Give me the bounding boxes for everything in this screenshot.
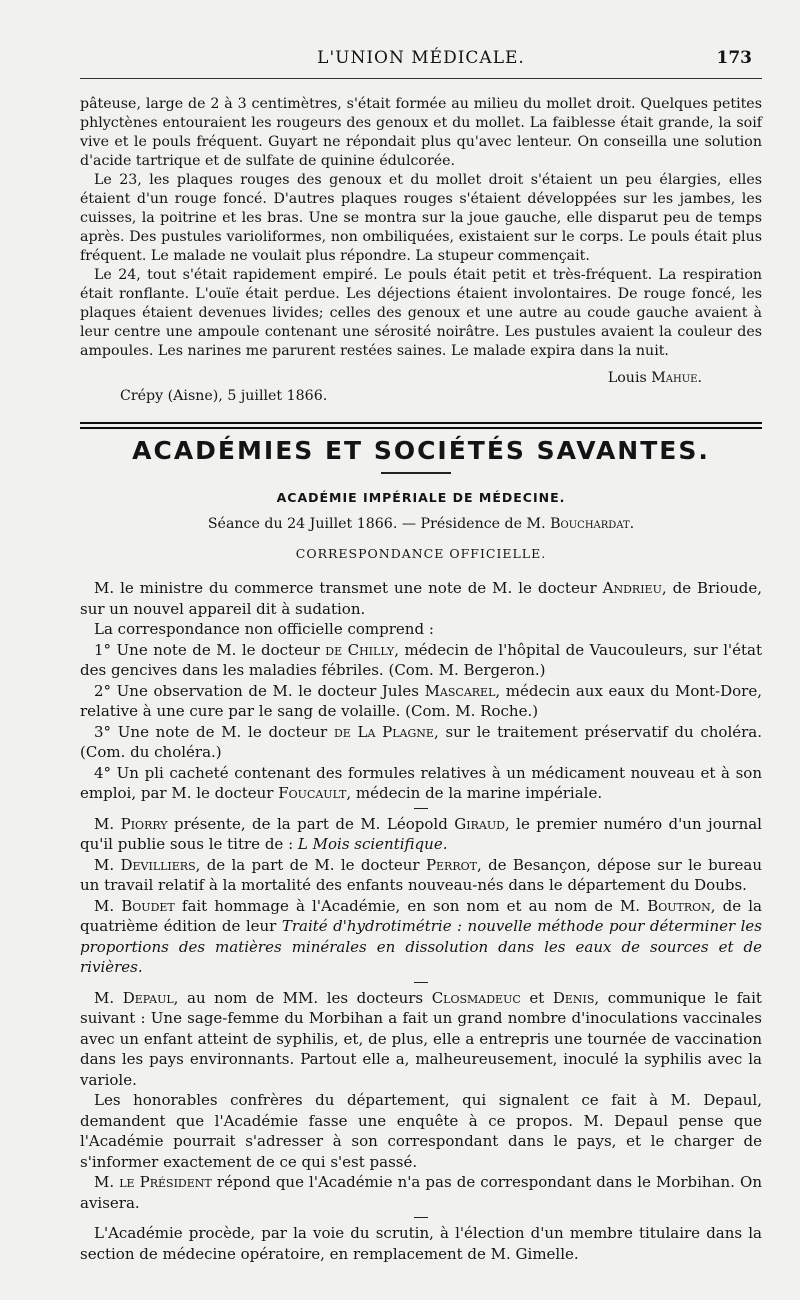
paragraph: Le 24, tout s'était rapidement empiré. Le pouls était petit et très-fréquent. La respiration était ronflante. L'ouïe était perdue. Les déjections étaient involontaires. De rouge foncé, les plaques étaient devenues livides; celles des genoux et une autre au coude gauche avaient à leur centre une ampoule contenant une sérosité noirâtre. Les pustules avaient la couleur des ampoules. Les narines me parurent restées saines. Le malade expira dans la nuit.	[80, 267, 762, 359]
text-run: M. le ministre du commerce transmet une note de M. le docteur	[94, 579, 597, 597]
title-rule	[381, 472, 451, 474]
text-run: , de la quatrième édition de leur	[80, 896, 762, 935]
list-item	[80, 681, 762, 722]
separator-dash	[414, 982, 428, 983]
section-divider	[80, 422, 762, 424]
session-line	[80, 516, 762, 532]
paragraph: La correspondance non officielle comprend :	[94, 620, 434, 638]
author-last-name: Mahue.	[651, 370, 702, 386]
person-name: le Président	[119, 1173, 212, 1191]
paragraph: Les honorables confrères du département, qui signalent ce fait à M. Depaul, demandent que l'Académie fasse une enquête à ce propos. M. Depaul pense que l'Académie pourrait s'adresser à son correspondant dans le pays, et le charger de s'informer exactement de ce qui s'est passé.	[80, 1091, 762, 1171]
paragraph: Le 23, les plaques rouges des genoux et du mollet droit s'étaient un peu élargies, elles étaient d'un rouge foncé. D'autres plaques rouges s'étaient développées sur les jambes, les cuisses, la poitrine et les bras. Une se montra sur la joue gauche, elle disparut peu de temps après. Des pustules varioliformes, non ombiliquées, existaient sur le corps. Le pouls était plus fréquent. Le malade ne voulait plus répondre. La stupeur commençait.	[80, 172, 762, 264]
author-first-name: Louis	[607, 370, 647, 386]
person-name: Depaul	[122, 988, 174, 1007]
section-divider	[80, 427, 762, 429]
person-name: Piorry	[120, 814, 168, 833]
paragraph: L'Académie procède, par la voie du scrutin, à l'élection d'un membre titulaire dans la section de médecine opératoire, en remplacement de M. Gimelle.	[80, 1224, 762, 1263]
book-title: Traité d'hydrotimétrie : nouvelle méthode pour déterminer les proportions des matières minérales en dissolution dans les eaux de sources et de rivières.	[80, 917, 762, 976]
header-rule	[80, 78, 762, 79]
text-run: , le premier numéro d'un journal qu'il publie sous le titre de :	[80, 814, 762, 853]
page-number: 173	[716, 48, 752, 68]
running-head	[80, 48, 762, 72]
list-item	[80, 763, 762, 804]
text-run: , médecin aux eaux du Mont-Dore, relative à une cure par le sang de volaille. (Com. M. Roche.)	[80, 681, 762, 720]
list-item	[80, 640, 762, 681]
text-run: 2° Une observation de M. le docteur Jules	[94, 681, 419, 700]
person-name: Boutron	[647, 896, 711, 915]
text-run: , médecin de la marine impériale.	[346, 784, 603, 802]
person-name: Boudet	[121, 896, 175, 915]
text-run: fait hommage à l'Académie, en son nom et au nom de M.	[181, 896, 641, 915]
person-name: Mascarel	[424, 681, 496, 700]
paragraph: pâteuse, large de 2 à 3 centimètres, s'était formée au milieu du mollet droit. Quelques petites phlyctènes entouraient les rougeurs des genoux et du mollet. La faiblesse était grande, la soif vive et le pouls fréquent. Guyart ne répondait plus qu'avec lenteur. On conseilla une solution d'acide tartrique et de sulfate de quinine édulcorée.	[80, 96, 762, 169]
text-run: M.	[94, 1173, 115, 1191]
journal-title: L Mois scientifique.	[297, 835, 448, 853]
section-title: ACADÉMIES ET SOCIÉTÉS SAVANTES.	[132, 436, 710, 465]
text-run: 4° Un pli cacheté contenant des formules relatives à un médicament nouveau et à son emploi, par M. le docteur	[80, 763, 762, 802]
session-text: Séance du 24 Juillet 1866. — Présidence de M.	[207, 516, 546, 532]
text-run: 3° Une note de M. le docteur	[94, 722, 328, 741]
text-run: 1° Une note de M. le docteur	[94, 640, 320, 659]
text-run: , de Brioude, sur un nouvel appareil dit à sudation.	[80, 579, 762, 618]
text-run: M.	[94, 896, 115, 915]
separator-dash	[414, 808, 428, 809]
text-run: , médecin de l'hôpital de Vaucouleurs, sur l'état des gencives dans les maladies fébriles. (Com. M. Bergeron.)	[80, 640, 762, 679]
text-run: , au nom de MM. les docteurs	[173, 988, 424, 1007]
paragraph	[80, 814, 762, 855]
proceedings-text	[80, 578, 762, 1264]
paragraph	[80, 578, 762, 619]
person-name: Giraud	[454, 814, 505, 833]
paragraph	[80, 855, 762, 896]
person-name: Andrieu	[602, 579, 662, 597]
person-name: de Chilly	[325, 640, 395, 659]
paragraph	[80, 1172, 762, 1213]
text-run: M.	[94, 814, 115, 833]
subheading: CORRESPONDANCE OFFICIELLE.	[295, 546, 547, 561]
case-report-text	[80, 95, 762, 361]
person-name: de La Plagne	[333, 722, 434, 741]
text-run: , communique le fait suivant : Une sage-femme du Morbihan a fait un grand nombre d'inoculations vaccinales avec un enfant atteint de syphilis, et, de plus, elle a entrepris une tournée de vaccination dans les pays environnants. Partout elle a, malheureusement, inoculé la syphilis avec la variole.	[80, 988, 762, 1089]
person-name: Perrot	[425, 855, 477, 874]
text-run: et	[529, 988, 545, 1007]
person-name: Devilliers	[120, 855, 196, 874]
running-title: L'UNION MÉDICALE.	[317, 48, 525, 68]
paragraph	[80, 896, 762, 978]
dateline: Crépy (Aisne), 5 juillet 1866.	[120, 388, 328, 404]
person-name: Denis	[552, 988, 595, 1007]
paragraph	[80, 988, 762, 1091]
person-name: Closmadeuc	[431, 988, 521, 1007]
president-name: Bouchardat.	[550, 516, 635, 532]
text-run: , de Besançon, dépose sur le bureau un travail relatif à la mortalité des enfants nouveau-nés dans le département du Doubs.	[80, 855, 762, 894]
author-signature	[80, 370, 702, 386]
text-run: répond que l'Académie n'a pas de correspondant dans le Morbihan. On avisera.	[80, 1173, 762, 1212]
text-run: , de la part de M. le docteur	[195, 855, 420, 874]
text-run: présente, de la part de M. Léopold	[174, 814, 448, 833]
list-item	[80, 722, 762, 763]
person-name: Foucault	[278, 784, 347, 802]
academy-heading: ACADÉMIE IMPÉRIALE DE MÉDECINE.	[276, 490, 566, 505]
separator-dash	[414, 1217, 428, 1218]
text-run: M.	[94, 855, 115, 874]
text-run: , sur le traitement préservatif du choléra. (Com. du choléra.)	[80, 722, 763, 761]
text-run: M.	[94, 988, 115, 1007]
